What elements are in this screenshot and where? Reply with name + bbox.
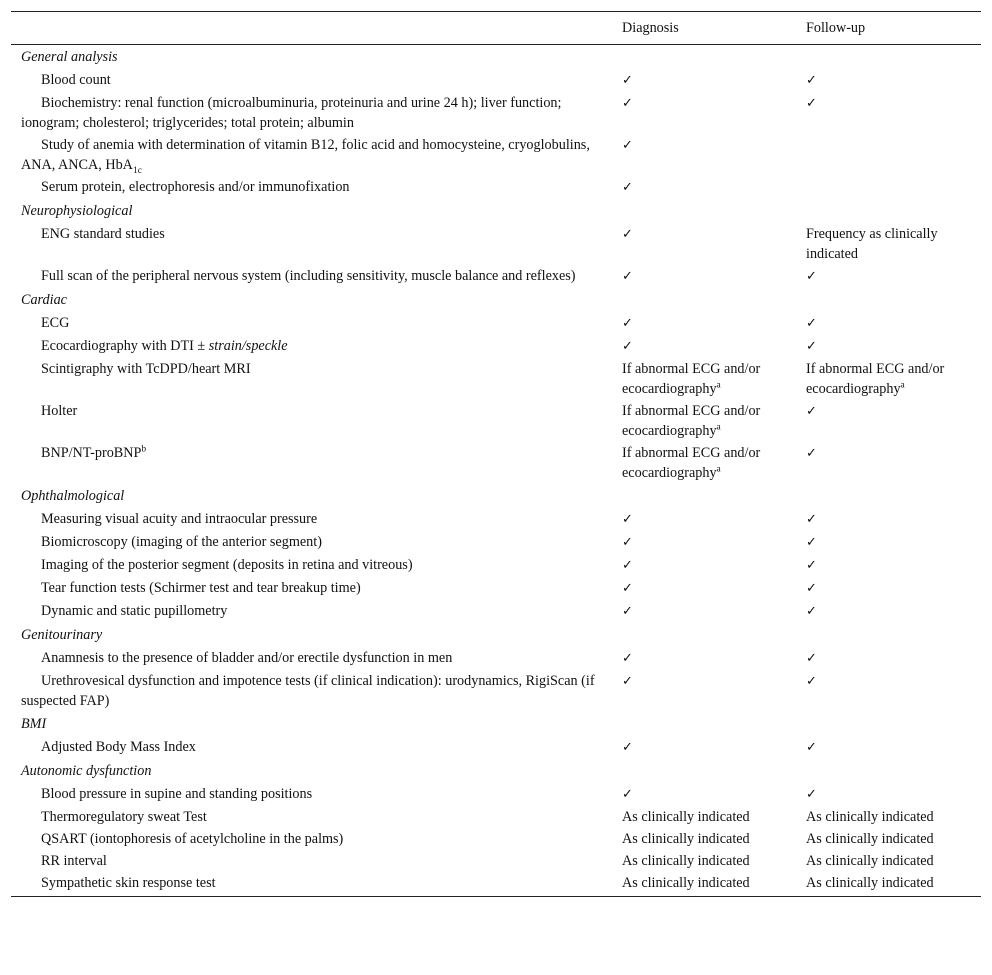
item-text: Serum protein, electrophoresis and/or immunofixation <box>41 179 350 195</box>
item-cell <box>11 828 612 850</box>
diagnosis-cell-text: ✓ <box>622 535 633 550</box>
diagnosis-cell-text: ✓ <box>622 339 633 354</box>
diagnosis-cell-text: ✓ <box>622 674 633 689</box>
followup-cell <box>796 806 981 828</box>
diagnosis-cell <box>612 69 796 92</box>
item-cell <box>11 134 612 176</box>
followup-cell <box>796 670 981 712</box>
footnote-marker: a <box>900 380 905 391</box>
section-title: Autonomic dysfunction <box>21 763 152 779</box>
item-text: Blood pressure in supine and standing positions <box>41 786 313 802</box>
diagnosis-cell-text: ✓ <box>622 740 633 755</box>
diagnosis-cell <box>612 872 796 897</box>
item-cell <box>11 577 612 600</box>
item-text: Imaging of the posterior segment (deposits in retina and vitreous) <box>41 557 413 573</box>
table-row <box>11 335 981 358</box>
followup-cell-text: ✓ <box>806 316 817 331</box>
section-title: General analysis <box>21 49 118 65</box>
table-row <box>11 783 981 806</box>
item-cell <box>11 508 612 531</box>
section-row <box>11 288 981 312</box>
section-cell <box>11 712 981 736</box>
item-text: Full scan of the peripheral nervous system (including sensitivity, muscle balance and reflexes) <box>41 268 576 284</box>
item-cell <box>11 442 612 484</box>
diagnosis-cell <box>612 554 796 577</box>
item-subscript: 1c <box>132 165 142 176</box>
table-row <box>11 176 981 199</box>
table-row <box>11 600 981 623</box>
item-cell <box>11 176 612 199</box>
diagnosis-cell <box>612 312 796 335</box>
followup-cell <box>796 531 981 554</box>
item-cell <box>11 600 612 623</box>
assessment-table <box>11 11 981 897</box>
diagnosis-cell-text: ✓ <box>622 73 633 88</box>
item-cell <box>11 670 612 712</box>
followup-cell <box>796 442 981 484</box>
item-cell <box>11 554 612 577</box>
section-title: Neurophysiological <box>21 203 133 219</box>
followup-cell-text: ✓ <box>806 581 817 596</box>
section-cell <box>11 199 981 223</box>
section-row <box>11 484 981 508</box>
diagnosis-cell <box>612 783 796 806</box>
diagnosis-cell-text: ✓ <box>622 316 633 331</box>
item-cell <box>11 400 612 442</box>
item-italic-text: strain/speckle <box>208 338 288 354</box>
followup-cell <box>796 92 981 134</box>
item-text: Anamnesis to the presence of bladder and/or erectile dysfunction in men <box>41 650 453 666</box>
followup-cell-text: As clinically indicated <box>806 853 934 869</box>
followup-cell <box>796 265 981 288</box>
diagnosis-cell-text: ✓ <box>622 787 633 802</box>
followup-cell <box>796 176 981 199</box>
table-row <box>11 828 981 850</box>
followup-cell-text: If abnormal ECG and/or ecocardiography <box>806 361 945 397</box>
item-text: ECG <box>41 315 70 331</box>
followup-cell-text: As clinically indicated <box>806 875 934 891</box>
followup-cell-text: ✓ <box>806 558 817 573</box>
section-title: Genitourinary <box>21 627 103 643</box>
diagnosis-cell-text: If abnormal ECG and/or ecocardiography <box>622 361 761 397</box>
table-row <box>11 647 981 670</box>
followup-cell <box>796 736 981 759</box>
item-text: Tear function tests (Schirmer test and tear breakup time) <box>41 580 361 596</box>
followup-cell <box>796 134 981 176</box>
diagnosis-cell <box>612 176 796 199</box>
table-row <box>11 508 981 531</box>
diagnosis-cell-text: ✓ <box>622 96 633 111</box>
table-row <box>11 265 981 288</box>
followup-cell <box>796 400 981 442</box>
section-cell <box>11 484 981 508</box>
followup-cell <box>796 577 981 600</box>
table-row <box>11 358 981 400</box>
diagnosis-cell <box>612 335 796 358</box>
table-row <box>11 670 981 712</box>
table-row <box>11 400 981 442</box>
followup-cell <box>796 508 981 531</box>
diagnosis-cell-text: As clinically indicated <box>622 809 750 825</box>
item-cell <box>11 647 612 670</box>
section-cell <box>11 45 981 70</box>
item-cell <box>11 265 612 288</box>
section-cell <box>11 759 981 783</box>
diagnosis-cell-text: ✓ <box>622 180 633 195</box>
diagnosis-cell-text: ✓ <box>622 512 633 527</box>
diagnosis-cell <box>612 358 796 400</box>
table-row <box>11 69 981 92</box>
item-cell <box>11 223 612 265</box>
followup-cell-text: ✓ <box>806 674 817 689</box>
section-row <box>11 623 981 647</box>
section-row <box>11 45 981 70</box>
diagnosis-cell-text: ✓ <box>622 269 633 284</box>
followup-cell <box>796 223 981 265</box>
item-text: Blood count <box>41 72 111 88</box>
section-row <box>11 712 981 736</box>
item-text: QSART (iontophoresis of acetylcholine in the palms) <box>41 831 344 847</box>
followup-cell <box>796 312 981 335</box>
header-followup: Follow-up <box>796 12 981 45</box>
table-row <box>11 223 981 265</box>
item-cell <box>11 783 612 806</box>
followup-cell <box>796 872 981 897</box>
item-cell <box>11 69 612 92</box>
item-text: Holter <box>41 403 78 419</box>
diagnosis-cell <box>612 265 796 288</box>
diagnosis-cell <box>612 806 796 828</box>
item-cell <box>11 335 612 358</box>
followup-cell-text: ✓ <box>806 787 817 802</box>
item-cell <box>11 806 612 828</box>
diagnosis-cell-text: If abnormal ECG and/or ecocardiography <box>622 403 761 439</box>
followup-cell-text: ✓ <box>806 269 817 284</box>
section-cell <box>11 623 981 647</box>
section-title: Ophthalmological <box>21 488 125 504</box>
section-cell <box>11 288 981 312</box>
item-cell <box>11 850 612 872</box>
section-title: Cardiac <box>21 292 67 308</box>
table-row <box>11 442 981 484</box>
followup-cell <box>796 358 981 400</box>
header-diagnosis: Diagnosis <box>612 12 796 45</box>
item-cell <box>11 736 612 759</box>
item-text: Thermoregulatory sweat Test <box>41 809 207 825</box>
header-row <box>11 12 981 45</box>
table-row <box>11 554 981 577</box>
item-text: Sympathetic skin response test <box>41 875 216 891</box>
followup-cell-text: ✓ <box>806 740 817 755</box>
diagnosis-cell <box>612 508 796 531</box>
followup-cell <box>796 335 981 358</box>
item-text: Dynamic and static pupillometry <box>41 603 228 619</box>
table-row <box>11 736 981 759</box>
diagnosis-cell <box>612 400 796 442</box>
diagnosis-cell <box>612 647 796 670</box>
section-row <box>11 759 981 783</box>
diagnosis-cell-text: ✓ <box>622 604 633 619</box>
diagnosis-cell-text: ✓ <box>622 651 633 666</box>
diagnosis-cell-text: ✓ <box>622 138 633 153</box>
diagnosis-cell-text: ✓ <box>622 558 633 573</box>
followup-cell-text: ✓ <box>806 73 817 88</box>
item-text: Study of anemia with determination of vitamin B12, folic acid and homocysteine, cryoglobulins, ANA, ANCA, HbA <box>21 137 590 173</box>
item-text: Biomicroscopy (imaging of the anterior segment) <box>41 534 322 550</box>
diagnosis-cell-text: As clinically indicated <box>622 853 750 869</box>
followup-cell-text: ✓ <box>806 604 817 619</box>
diagnosis-cell <box>612 92 796 134</box>
table-row <box>11 872 981 897</box>
item-text: Ecocardiography with DTI ± <box>41 338 209 354</box>
diagnosis-cell <box>612 670 796 712</box>
followup-cell-text: As clinically indicated <box>806 831 934 847</box>
diagnosis-cell <box>612 223 796 265</box>
section-title: BMI <box>21 716 47 732</box>
followup-cell <box>796 69 981 92</box>
followup-cell-text: Frequency as clinically indicated <box>806 226 938 262</box>
diagnosis-cell-text: ✓ <box>622 227 633 242</box>
table-row <box>11 577 981 600</box>
item-text: Scintigraphy with TcDPD/heart MRI <box>41 361 251 377</box>
item-cell <box>11 92 612 134</box>
item-text: RR interval <box>41 853 107 869</box>
followup-cell-text: ✓ <box>806 651 817 666</box>
followup-cell-text: ✓ <box>806 339 817 354</box>
item-cell <box>11 872 612 897</box>
diagnosis-cell <box>612 850 796 872</box>
followup-cell-text: ✓ <box>806 535 817 550</box>
table-row <box>11 850 981 872</box>
diagnosis-cell <box>612 134 796 176</box>
followup-cell-text: ✓ <box>806 404 817 419</box>
item-text: Biochemistry: renal function (microalbuminuria, proteinuria and urine 24 h); liver function; ionogram; cholesterol; triglycerides; total protein; albumin <box>21 95 562 131</box>
followup-cell <box>796 828 981 850</box>
followup-cell-text: As clinically indicated <box>806 809 934 825</box>
item-text: Measuring visual acuity and intraocular pressure <box>41 511 318 527</box>
table-body <box>11 45 981 897</box>
followup-cell <box>796 783 981 806</box>
item-text: ENG standard studies <box>41 226 165 242</box>
diagnosis-cell <box>612 531 796 554</box>
diagnosis-cell <box>612 600 796 623</box>
diagnosis-cell-text: As clinically indicated <box>622 831 750 847</box>
item-cell <box>11 358 612 400</box>
footnote-marker: a <box>716 380 721 391</box>
header-item <box>11 12 612 45</box>
footnote-marker: b <box>141 444 147 455</box>
item-text: Urethrovesical dysfunction and impotence tests (if clinical indication): urodynamics, RigiScan (if suspected FAP) <box>21 673 595 709</box>
table-row <box>11 312 981 335</box>
table-row <box>11 134 981 176</box>
followup-cell <box>796 647 981 670</box>
diagnosis-cell-text: As clinically indicated <box>622 875 750 891</box>
footnote-marker: a <box>716 422 721 433</box>
item-cell <box>11 312 612 335</box>
followup-cell <box>796 554 981 577</box>
item-text: Adjusted Body Mass Index <box>41 739 196 755</box>
diagnosis-cell <box>612 828 796 850</box>
table-row <box>11 531 981 554</box>
followup-cell-text: ✓ <box>806 96 817 111</box>
table-row <box>11 92 981 134</box>
followup-cell <box>796 600 981 623</box>
diagnosis-cell-text: If abnormal ECG and/or ecocardiography <box>622 445 761 481</box>
followup-cell <box>796 850 981 872</box>
footnote-marker: a <box>716 464 721 475</box>
followup-cell-text: ✓ <box>806 446 817 461</box>
table-row <box>11 806 981 828</box>
diagnosis-cell <box>612 736 796 759</box>
diagnosis-cell <box>612 442 796 484</box>
followup-cell-text: ✓ <box>806 512 817 527</box>
item-text: BNP/NT-proBNP <box>41 445 142 461</box>
diagnosis-cell-text: ✓ <box>622 581 633 596</box>
diagnosis-cell <box>612 577 796 600</box>
item-cell <box>11 531 612 554</box>
section-row <box>11 199 981 223</box>
